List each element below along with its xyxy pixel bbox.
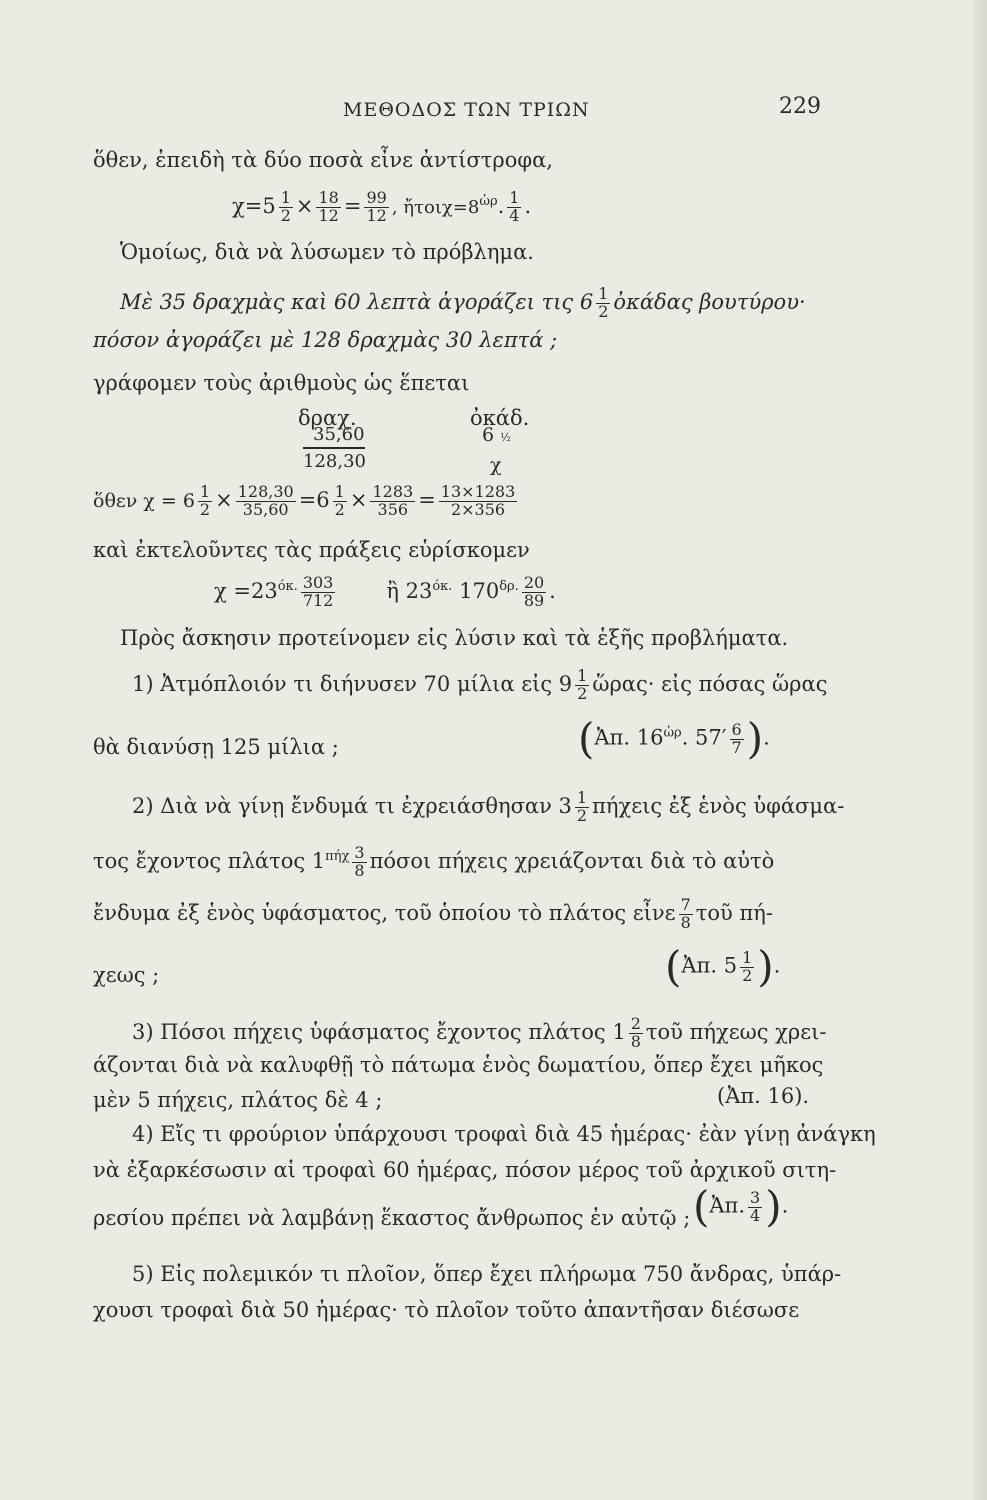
table-cell: 6 ½ <box>482 424 511 446</box>
answer-4: (Ἀπ. $\frac{3}{4}$ ). <box>693 1182 789 1231</box>
answer-1: (Ἀπ. $16^{ὡ\rho}$. 57′ $\frac{6}{7}$ ). <box>578 714 770 763</box>
text-line: γράφομεν τοὺς ἀριθμοὺς ὡς ἕπεται <box>93 371 470 395</box>
problem-3: 3) Πόσοι πήχεις ὑφάσματος ἔχοντος πλάτος 1 $\frac{2}{8}$ τοῦ πήχεως χρει- <box>132 1014 827 1051</box>
problem-4: 4) Εἴς τι φρούριον ὑπάρχουσι τροφαὶ διὰ 45 ἡμέρας· ἐὰν γίνῃ ἀνάγκη <box>132 1122 876 1146</box>
running-title: ΜΕΘΟΔΟΣ ΤΩΝ ΤΡΙΩΝ <box>343 99 590 121</box>
equation-3: $\chi =23^{ό\kappa.}$ $\frac{303}{712}$ ἢ $23^{ό\kappa.}$ $170^{\delta\rho.}$ $\frac{20}{89}$ . <box>214 573 556 610</box>
text-line: καὶ ἐκτελοῦντες τὰς πράξεις εὑρίσκομεν <box>93 538 530 562</box>
problem-statement-cont: πόσον ἀγοράζει μὲ 128 δραχμὰς 30 λεπτά ; <box>93 328 558 352</box>
problem-2-cont: ἔνδυμα ἐξ ἑνὸς ὑφάσματος, τοῦ ὁποίου τὸ πλάτος εἶνε $\frac{7}{8}$ τοῦ πή- <box>93 895 773 932</box>
text-line: ὅθεν, ἐπειδὴ τὰ δύο ποσὰ εἶνε ἀντίστροφα, <box>93 148 553 172</box>
page-number: 229 <box>779 94 821 119</box>
problem-1: 1) Ἀτμόπλοιόν τι διήνυσεν 70 μίλια εἰς 9 $\frac{1}{2}$ ὥρας· εἰς πόσας ὥρας <box>132 666 828 703</box>
problem-2-cont: τος ἔχοντος πλάτος $1^{\pi ή\chi}$ $\frac{3}{8}$ πόσοι πήχεις χρειάζονται διὰ τὸ αὐτὸ <box>93 843 775 880</box>
equation-2: ὅθεν χ = 6 $\frac{1}{2}$ × $\frac{128,30}{35,60}$ =6 $\frac{1}{2}$ × $\frac{1283}{356}$ = $\frac{13\times 1283}{2\times 356}$ <box>93 482 516 519</box>
equation-1: χ=5 $\frac{1}{2}$ × $\frac{18}{12}$ = $\frac{99}{12}$ , $ἤ\tau o\iota\chi=8^{ὡ\rho}$. $\frac{1}{4}$ . <box>232 188 532 225</box>
problem-statement: Μὲ 35 δραχμὰς καὶ 60 λεπτὰ ἀγοράζει τις 6 $\frac{1}{2}$ ὀκάδας βουτύρου· <box>120 284 806 321</box>
table-cell: χ <box>490 454 502 476</box>
page-edge <box>973 0 987 1500</box>
problem-2-cont: χεως ; <box>93 963 160 987</box>
problem-3-cont: μὲν 5 πήχεις, πλάτος δὲ 4 ; <box>93 1088 383 1112</box>
table-head-drachmas: δραχ. <box>298 406 357 430</box>
text-line: Πρὸς ἄσκησιν προτείνομεν εἰς λύσιν καὶ τὰ ἑξῆς προβλήματα. <box>120 626 789 650</box>
problem-4-cont: ρεσίου πρέπει νὰ λαμβάνῃ ἕκαστος ἄνθρωπος ἐν αὐτῷ ; <box>93 1206 691 1230</box>
problem-4-cont: νὰ ἐξαρκέσωσιν αἱ τροφαὶ 60 ἡμέρας, πόσον μέρος τοῦ ἀρχικοῦ σιτη- <box>93 1158 837 1182</box>
answer-3: (Ἀπ. 16). <box>717 1084 810 1108</box>
text-line: Ὁμοίως, διὰ νὰ λύσωμεν τὸ πρόβλημα. <box>120 240 534 264</box>
table-rule <box>303 447 365 449</box>
table-cell: 128,30 <box>303 451 366 472</box>
problem-2: 2) Διὰ νὰ γίνῃ ἔνδυμά τι ἐχρειάσθησαν 3 $\frac{1}{2}$ πήχεις ἐξ ἑνὸς ὑφάσμα- <box>132 788 845 825</box>
problem-1-cont: θὰ διανύσῃ 125 μίλια ; <box>93 735 339 759</box>
table-head-okades: ὀκάδ. <box>470 406 530 430</box>
problem-3-cont: άζονται διὰ νὰ καλυφθῇ τὸ πάτωμα ἑνὸς δωματίου, ὅπερ ἔχει μῆκος <box>93 1053 824 1077</box>
problem-5-cont: χουσι τροφαὶ διὰ 50 ἡμέρας· τὸ πλοῖον τοῦτο ἀπαντῆσαν διέσωσε <box>93 1298 800 1322</box>
table-cell: 35,60 <box>313 424 365 445</box>
answer-2: (Ἀπ. 5 $\frac{1}{2}$ ). <box>665 942 781 991</box>
problem-5: 5) Εἰς πολεμικόν τι πλοῖον, ὅπερ ἔχει πλήρωμα 750 ἄνδρας, ὑπάρ- <box>132 1262 842 1286</box>
